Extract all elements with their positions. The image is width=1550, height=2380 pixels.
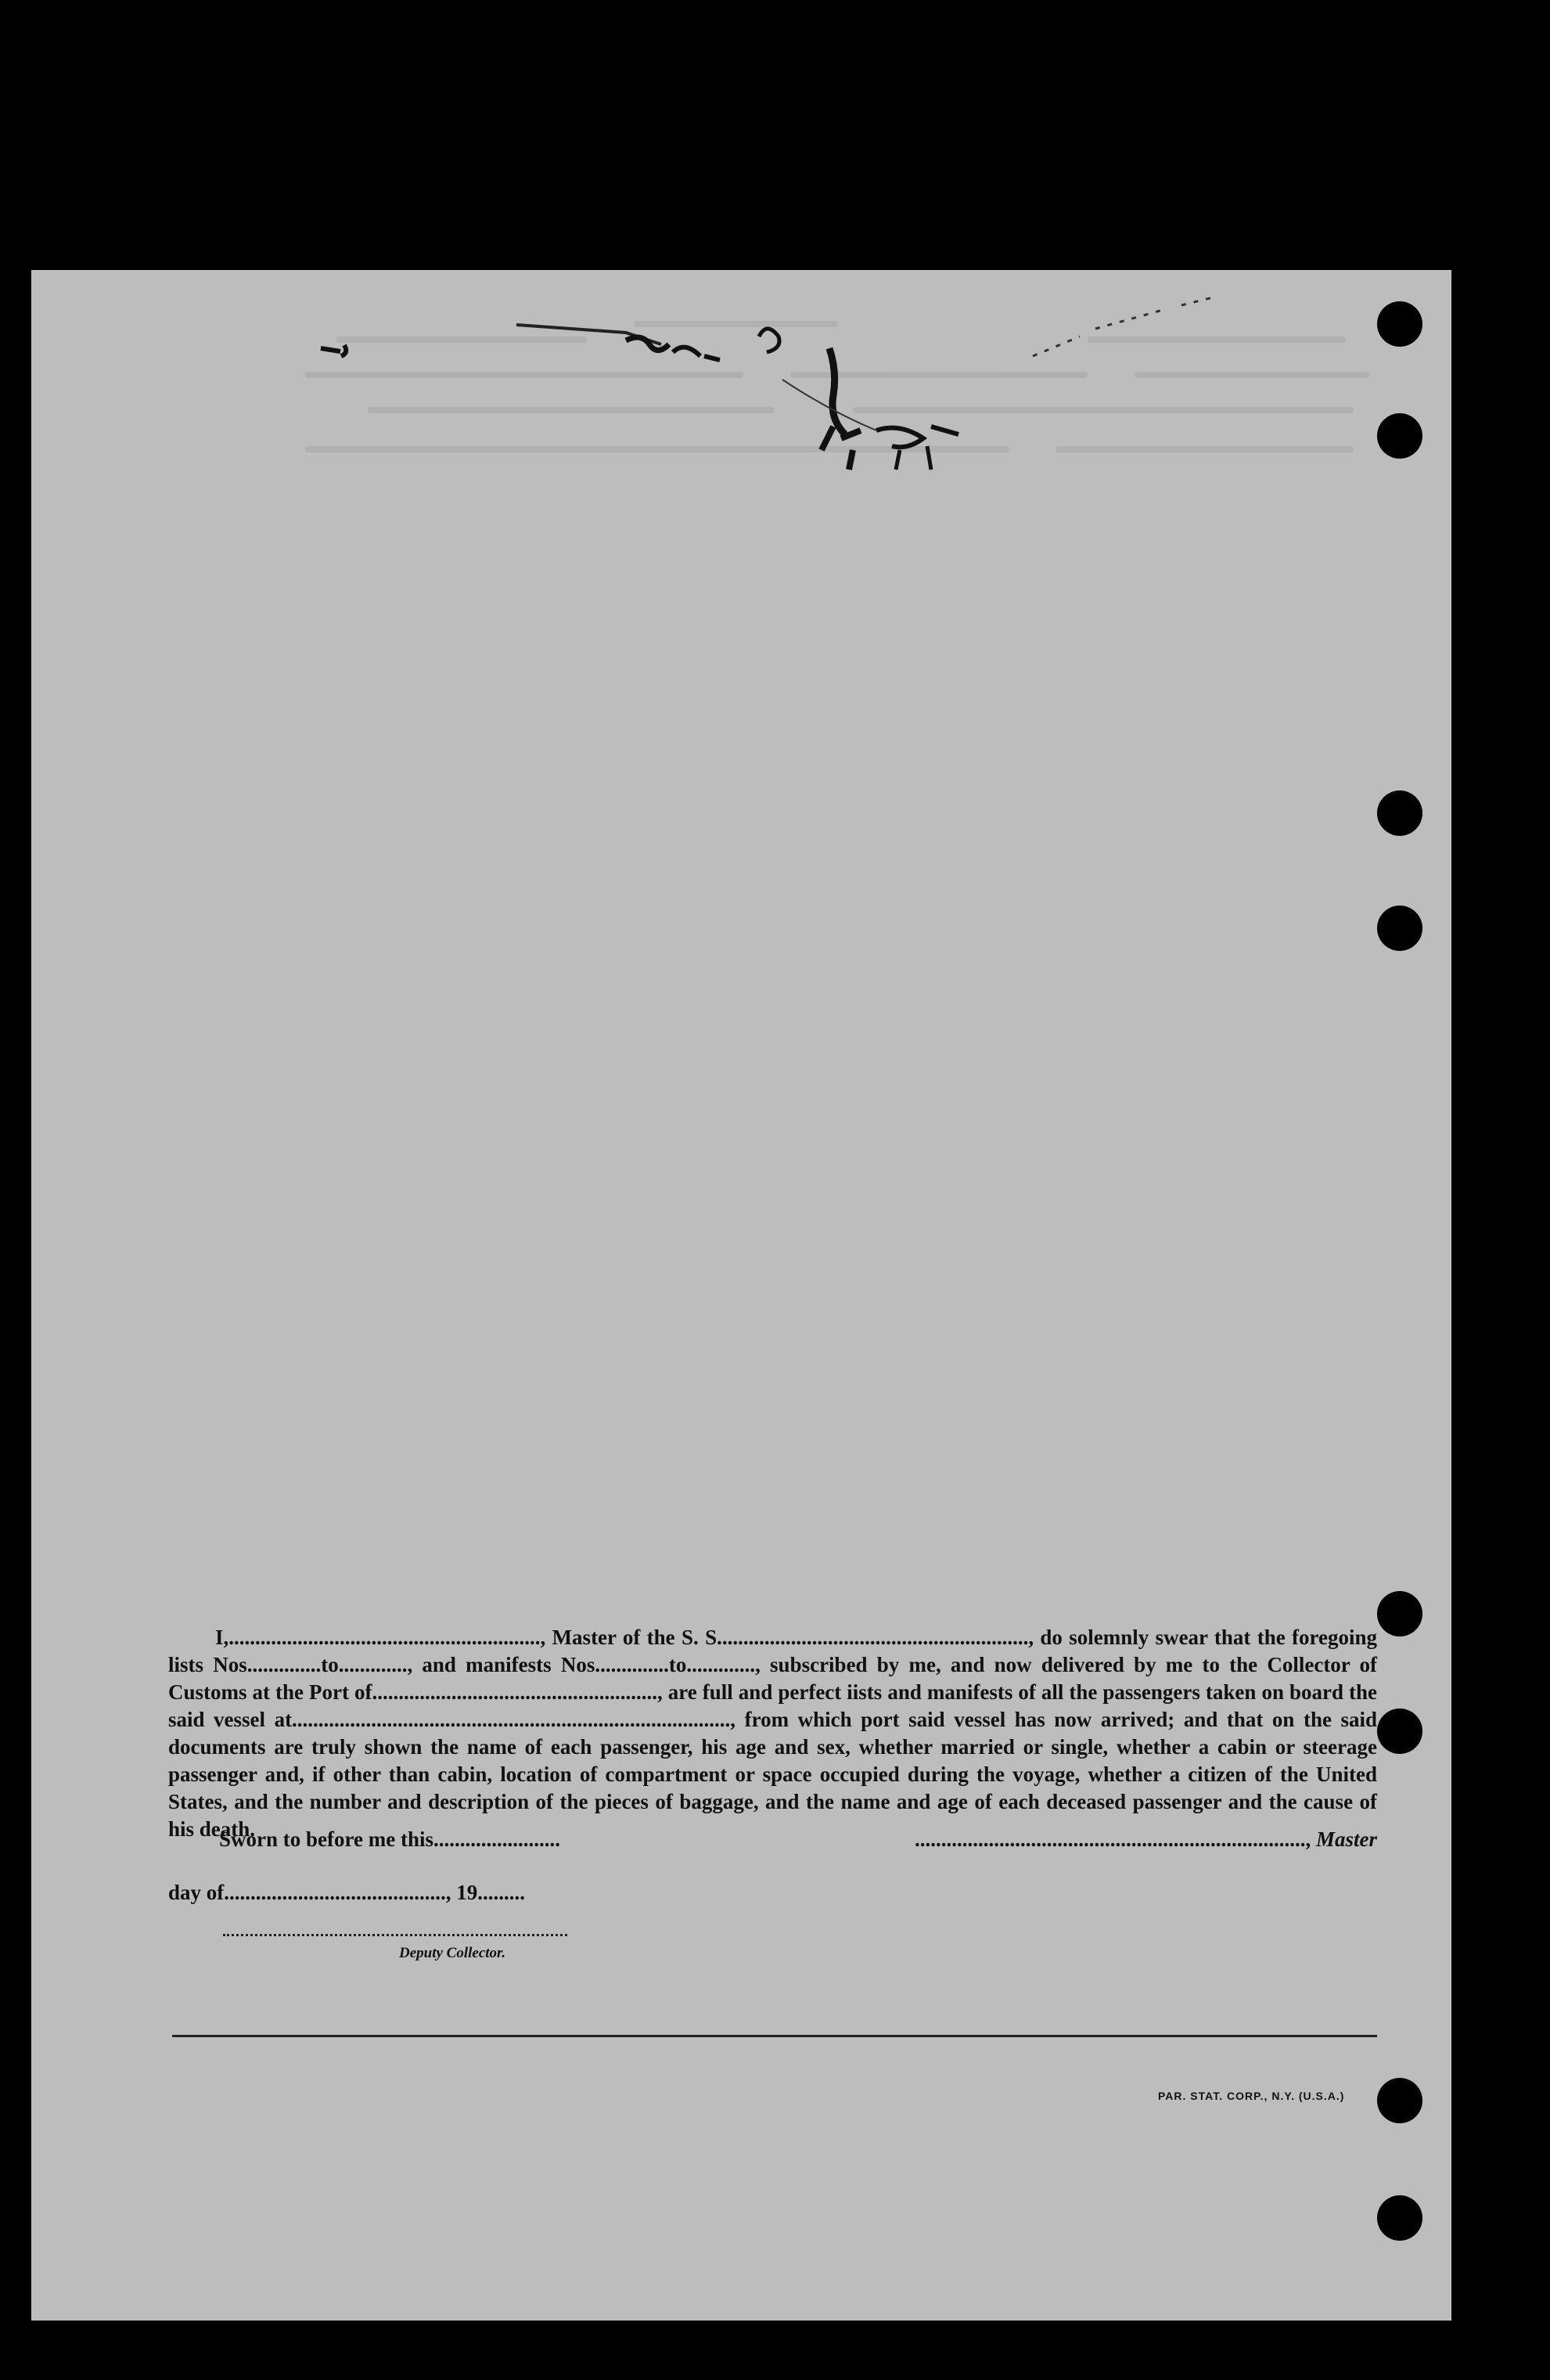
binder-hole — [1377, 413, 1422, 459]
printer-mark: PAR. STAT. CORP., N.Y. (U.S.A.) — [1158, 2090, 1345, 2102]
binder-hole — [1377, 2195, 1422, 2241]
master-label: Master — [1315, 1827, 1377, 1851]
deputy-collector-label: Deputy Collector. — [399, 1945, 506, 1961]
oath-text: I,..........................................................., Master of the S. S..........................................................., do solemnly swear that the foregoing lists Nos..............to............., and manifests Nos..............to............., subscribed by me, and now delivered by me to the Collector of Customs at the Port of......................................................, are full and perfect iists and manifests of all the passengers taken on board the said vessel at..................................................................................., from which port said vessel has now arrived; and that on the said documents are truly shown the name of each passenger, his age and sex, whether married or single, whether a cabin or steerage passenger and, if other than cabin, location of compartment or space occupied during the voyage, whether a citizen of the United States, and the number and description of the pieces of baggage, and the name and age of each deceased passenger and the cause of his death. — [168, 1626, 1377, 1841]
deputy-signature-line — [223, 1934, 567, 1936]
oath-paragraph — [168, 1624, 1377, 1843]
binder-hole — [1377, 2078, 1422, 2123]
binder-hole — [1377, 1708, 1422, 1754]
master-signature-line — [861, 1827, 1377, 1852]
day-of-line: day of.........................................., 19......... — [168, 1881, 526, 1904]
binder-hole — [1377, 906, 1422, 951]
sworn-line: Sworn to before me this........................ — [219, 1827, 560, 1851]
master-signature-dots: .........................................................................., — [914, 1827, 1311, 1851]
binder-hole — [1377, 1591, 1422, 1636]
horizontal-rule — [172, 2035, 1377, 2037]
binder-hole — [1377, 301, 1422, 347]
handwritten-marks — [31, 270, 1451, 505]
binder-hole — [1377, 790, 1422, 836]
document-page — [31, 270, 1451, 2321]
